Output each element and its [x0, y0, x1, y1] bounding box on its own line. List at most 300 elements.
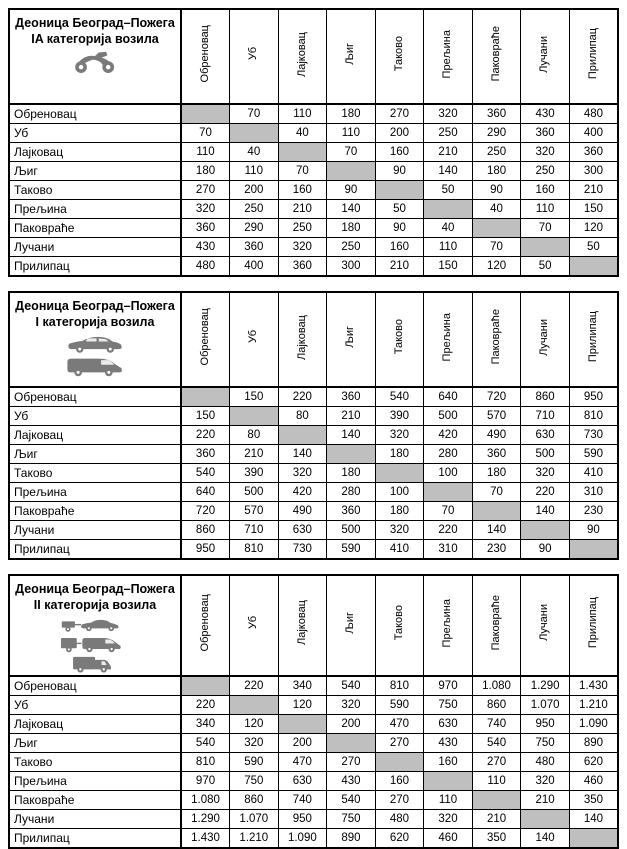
diagonal-cell	[521, 238, 570, 257]
table-row	[9, 426, 618, 445]
price-cell: 140	[327, 200, 376, 219]
price-cell: 590	[230, 752, 279, 771]
price-cell: 1.090	[278, 828, 327, 848]
station-name: Прилипац	[586, 28, 599, 80]
price-cell: 250	[230, 200, 279, 219]
price-cell: 210	[327, 407, 376, 426]
price-cell: 120	[278, 695, 327, 714]
table-row	[9, 200, 618, 219]
price-cell: 270	[375, 790, 424, 809]
price-cell: 100	[375, 483, 424, 502]
price-cell: 540	[327, 676, 376, 696]
price-cell: 950	[181, 540, 230, 560]
price-cell: 860	[230, 790, 279, 809]
price-cell: 320	[230, 733, 279, 752]
price-cell: 350	[472, 828, 521, 848]
price-cell: 540	[181, 733, 230, 752]
table-row	[9, 143, 618, 162]
diagonal-cell	[521, 809, 570, 828]
price-cell: 70	[472, 483, 521, 502]
price-cell: 490	[278, 502, 327, 521]
row-header-station: Прељина	[9, 771, 181, 790]
price-cell: 110	[521, 200, 570, 219]
price-cell: 430	[521, 104, 570, 124]
price-cell: 180	[375, 445, 424, 464]
price-cell: 500	[327, 521, 376, 540]
price-cell: 500	[230, 483, 279, 502]
row-header-station: Прилипац	[9, 828, 181, 848]
price-cell: 320	[521, 143, 570, 162]
diagonal-cell	[278, 714, 327, 733]
price-cell: 1.070	[230, 809, 279, 828]
price-cell: 110	[230, 162, 279, 181]
price-cell: 50	[375, 200, 424, 219]
header-row	[9, 575, 618, 676]
price-cell: 640	[181, 483, 230, 502]
row-header-station: Лајковац	[9, 143, 181, 162]
price-cell: 620	[375, 828, 424, 848]
price-cell: 730	[569, 426, 618, 445]
diagonal-cell	[569, 540, 618, 560]
price-cell: 290	[230, 219, 279, 238]
table-row	[9, 464, 618, 483]
price-cell: 720	[181, 502, 230, 521]
price-cell: 420	[278, 483, 327, 502]
vehicle-icons	[12, 616, 178, 673]
price-table	[8, 574, 619, 849]
table-row	[9, 714, 618, 733]
price-cell: 480	[569, 104, 618, 124]
station-name: Уб	[247, 616, 260, 630]
truck-icon	[69, 654, 121, 673]
price-cell: 640	[424, 387, 473, 407]
price-cell: 720	[472, 387, 521, 407]
price-cell: 630	[278, 771, 327, 790]
price-cell: 480	[375, 809, 424, 828]
price-cell: 70	[521, 219, 570, 238]
price-cell: 140	[327, 426, 376, 445]
diagonal-cell	[327, 162, 376, 181]
row-header-station: Лучани	[9, 809, 181, 828]
price-cell: 70	[230, 104, 279, 124]
station-name: Лајковац	[295, 31, 308, 77]
table-row	[9, 752, 618, 771]
price-cell: 90	[472, 181, 521, 200]
price-cell: 570	[472, 407, 521, 426]
price-cell: 540	[375, 387, 424, 407]
station-name: Лајковац	[295, 314, 308, 360]
price-cell: 270	[327, 752, 376, 771]
diagonal-cell	[569, 257, 618, 277]
diagonal-cell	[230, 124, 279, 143]
price-cell: 810	[569, 407, 618, 426]
price-cell: 110	[327, 124, 376, 143]
price-cell: 290	[472, 124, 521, 143]
price-cell: 420	[424, 426, 473, 445]
row-header-station: Обреновац	[9, 676, 181, 696]
price-cell: 360	[181, 445, 230, 464]
diagonal-cell	[230, 695, 279, 714]
price-cell: 110	[472, 771, 521, 790]
price-cell: 300	[569, 162, 618, 181]
motorcycle-icon	[73, 50, 117, 74]
row-header-station: Прилипац	[9, 257, 181, 277]
column-header-station	[375, 575, 424, 676]
table-row	[9, 124, 618, 143]
diagonal-cell	[472, 790, 521, 809]
table-row	[9, 181, 618, 200]
price-cell: 110	[181, 143, 230, 162]
price-cell: 200	[278, 733, 327, 752]
price-cell: 860	[521, 387, 570, 407]
price-cell: 500	[521, 445, 570, 464]
price-cell: 140	[521, 828, 570, 848]
price-cell: 320	[521, 464, 570, 483]
station-name: Лучани	[538, 318, 551, 356]
station-name: Обреновац	[198, 594, 211, 652]
price-cell: 70	[278, 162, 327, 181]
price-cell: 1.290	[521, 676, 570, 696]
price-cell: 220	[521, 483, 570, 502]
row-header-station: Лучани	[9, 238, 181, 257]
price-cell: 410	[569, 464, 618, 483]
price-cell: 180	[472, 464, 521, 483]
price-cell: 390	[375, 407, 424, 426]
price-cell: 360	[181, 219, 230, 238]
station-name: Уб	[247, 330, 260, 344]
price-cell: 480	[521, 752, 570, 771]
row-header-station: Таково	[9, 464, 181, 483]
price-cell: 320	[278, 464, 327, 483]
header-row	[9, 292, 618, 387]
price-cell: 180	[375, 502, 424, 521]
price-cell: 280	[424, 445, 473, 464]
column-header-station	[521, 575, 570, 676]
price-cell: 1.080	[181, 790, 230, 809]
price-cell: 120	[230, 714, 279, 733]
table-category: I категорија возила	[35, 315, 155, 330]
price-cell: 750	[327, 809, 376, 828]
price-cell: 750	[230, 771, 279, 790]
price-cell: 40	[424, 219, 473, 238]
table-row	[9, 387, 618, 407]
price-cell: 810	[375, 676, 424, 696]
table-title: Деоница Београд–Пожега	[15, 582, 175, 596]
price-cell: 970	[181, 771, 230, 790]
price-cell: 470	[375, 714, 424, 733]
price-cell: 320	[521, 771, 570, 790]
column-header-station	[569, 292, 618, 387]
price-cell: 710	[230, 521, 279, 540]
row-header-station: Паковраће	[9, 219, 181, 238]
price-cell: 40	[230, 143, 279, 162]
price-cell: 390	[230, 464, 279, 483]
diagonal-cell	[327, 445, 376, 464]
price-cell: 220	[181, 695, 230, 714]
row-header-station: Прељина	[9, 200, 181, 219]
column-header-station	[230, 9, 279, 104]
price-cell: 150	[569, 200, 618, 219]
price-cell: 410	[375, 540, 424, 560]
column-header-station	[181, 9, 230, 104]
row-header-station: Таково	[9, 752, 181, 771]
car-trailer-icon	[58, 616, 132, 633]
station-name: Таково	[392, 36, 405, 72]
station-name: Прилипац	[586, 311, 599, 363]
price-cell: 320	[424, 104, 473, 124]
price-cell: 40	[278, 124, 327, 143]
price-cell: 230	[472, 540, 521, 560]
table-row	[9, 104, 618, 124]
diagonal-cell	[375, 464, 424, 483]
diagonal-cell	[424, 483, 473, 502]
price-cell: 320	[375, 521, 424, 540]
price-cell: 210	[472, 809, 521, 828]
table-title: Деоница Београд–Пожега	[15, 16, 175, 30]
price-cell: 250	[327, 238, 376, 257]
table-category: IA категорија возила	[31, 32, 159, 47]
station-name: Прилипац	[586, 597, 599, 649]
price-cell: 160	[424, 752, 473, 771]
row-header-station: Прилипац	[9, 540, 181, 560]
column-header-station	[375, 292, 424, 387]
column-header-station	[569, 575, 618, 676]
price-cell: 950	[521, 714, 570, 733]
price-cell: 200	[375, 124, 424, 143]
column-header-station	[278, 9, 327, 104]
price-cell: 300	[327, 257, 376, 277]
price-cell: 280	[327, 483, 376, 502]
diagonal-cell	[472, 219, 521, 238]
table-row	[9, 162, 618, 181]
car-icon	[66, 333, 124, 353]
price-cell: 590	[569, 445, 618, 464]
table-row	[9, 540, 618, 560]
table-title-cell	[9, 575, 181, 676]
column-header-station	[278, 575, 327, 676]
price-cell: 110	[278, 104, 327, 124]
price-cell: 630	[424, 714, 473, 733]
column-header-station	[424, 575, 473, 676]
price-cell: 590	[375, 695, 424, 714]
vehicle-icons	[12, 50, 178, 74]
station-name: Лучани	[538, 35, 551, 73]
price-cell: 200	[230, 181, 279, 200]
price-cell: 860	[472, 695, 521, 714]
station-name: Прељина	[441, 29, 454, 79]
price-cell: 710	[521, 407, 570, 426]
price-cell: 1.090	[569, 714, 618, 733]
price-cell: 430	[181, 238, 230, 257]
diagonal-cell	[181, 387, 230, 407]
price-cell: 50	[424, 181, 473, 200]
price-cell: 950	[278, 809, 327, 828]
price-cell: 570	[230, 502, 279, 521]
diagonal-cell	[569, 828, 618, 848]
price-cell: 180	[327, 219, 376, 238]
price-cell: 310	[569, 483, 618, 502]
table-row	[9, 676, 618, 696]
price-cell: 1.290	[181, 809, 230, 828]
price-cell: 90	[569, 521, 618, 540]
station-name: Таково	[392, 319, 405, 355]
price-cell: 460	[424, 828, 473, 848]
price-cell: 100	[424, 464, 473, 483]
price-cell: 400	[569, 124, 618, 143]
station-name: Прељина	[441, 598, 454, 647]
price-cell: 270	[472, 752, 521, 771]
price-cell: 160	[278, 181, 327, 200]
price-cell: 210	[521, 790, 570, 809]
price-cell: 150	[181, 407, 230, 426]
price-cell: 490	[472, 426, 521, 445]
table-row	[9, 809, 618, 828]
column-header-station	[327, 9, 376, 104]
price-cell: 470	[278, 752, 327, 771]
column-header-station	[375, 9, 424, 104]
price-cell: 350	[569, 790, 618, 809]
price-cell: 500	[424, 407, 473, 426]
price-cell: 1.430	[181, 828, 230, 848]
table-category: II категорија возила	[33, 598, 157, 613]
row-header-station: Обреновац	[9, 104, 181, 124]
column-header-station	[521, 9, 570, 104]
price-cell: 140	[569, 809, 618, 828]
price-cell: 430	[424, 733, 473, 752]
price-cell: 740	[472, 714, 521, 733]
price-cell: 540	[472, 733, 521, 752]
price-cell: 220	[230, 676, 279, 696]
table-title: Деоница Београд–Пожега	[15, 299, 175, 313]
station-name: Љиг	[344, 611, 357, 634]
price-cell: 320	[424, 809, 473, 828]
tables-container	[8, 8, 619, 849]
price-cell: 860	[181, 521, 230, 540]
price-cell: 810	[181, 752, 230, 771]
price-cell: 320	[327, 695, 376, 714]
price-cell: 810	[230, 540, 279, 560]
price-cell: 150	[424, 257, 473, 277]
price-cell: 320	[181, 200, 230, 219]
price-cell: 970	[424, 676, 473, 696]
table-row	[9, 521, 618, 540]
price-cell: 750	[521, 733, 570, 752]
row-header-station: Љиг	[9, 162, 181, 181]
price-cell: 590	[327, 540, 376, 560]
price-cell: 630	[521, 426, 570, 445]
column-header-station	[230, 292, 279, 387]
price-cell: 110	[424, 238, 473, 257]
price-cell: 210	[278, 200, 327, 219]
price-cell: 80	[278, 407, 327, 426]
diagonal-cell	[424, 200, 473, 219]
price-cell: 740	[278, 790, 327, 809]
column-header-station	[278, 292, 327, 387]
row-header-station: Лајковац	[9, 426, 181, 445]
diagonal-cell	[230, 407, 279, 426]
column-header-station	[424, 9, 473, 104]
column-header-station	[569, 9, 618, 104]
column-header-station	[327, 292, 376, 387]
price-cell: 1.210	[569, 695, 618, 714]
price-cell: 630	[278, 521, 327, 540]
price-cell: 220	[181, 426, 230, 445]
price-cell: 40	[472, 200, 521, 219]
price-cell: 360	[569, 143, 618, 162]
price-cell: 360	[472, 104, 521, 124]
row-header-station: Паковраће	[9, 790, 181, 809]
row-header-station: Обреновац	[9, 387, 181, 407]
table-row	[9, 219, 618, 238]
row-header-station: Лајковац	[9, 714, 181, 733]
column-header-station	[472, 9, 521, 104]
price-cell: 540	[327, 790, 376, 809]
price-cell: 90	[375, 219, 424, 238]
table-title-cell	[9, 292, 181, 387]
price-cell: 1.070	[521, 695, 570, 714]
column-header-station	[472, 292, 521, 387]
row-header-station: Уб	[9, 124, 181, 143]
column-header-station	[230, 575, 279, 676]
table-row	[9, 483, 618, 502]
row-header-station: Прељина	[9, 483, 181, 502]
row-header-station: Уб	[9, 407, 181, 426]
price-cell: 160	[375, 238, 424, 257]
price-cell: 90	[327, 181, 376, 200]
station-name: Паковраће	[489, 595, 502, 651]
table-row	[9, 445, 618, 464]
diagonal-cell	[278, 426, 327, 445]
price-cell: 120	[472, 257, 521, 277]
table-row	[9, 407, 618, 426]
diagonal-cell	[181, 676, 230, 696]
diagonal-cell	[278, 143, 327, 162]
price-cell: 110	[424, 790, 473, 809]
station-name: Љиг	[344, 43, 357, 65]
table-row	[9, 771, 618, 790]
van-trailer-icon	[56, 634, 134, 653]
price-cell: 160	[375, 143, 424, 162]
table-row	[9, 733, 618, 752]
column-header-station	[181, 292, 230, 387]
diagonal-cell	[521, 521, 570, 540]
price-cell: 70	[327, 143, 376, 162]
price-cell: 250	[521, 162, 570, 181]
price-cell: 50	[569, 238, 618, 257]
diagonal-cell	[424, 771, 473, 790]
price-cell: 140	[521, 502, 570, 521]
price-cell: 210	[569, 181, 618, 200]
price-cell: 730	[278, 540, 327, 560]
station-name: Лајковац	[295, 600, 308, 646]
diagonal-cell	[181, 104, 230, 124]
station-name: Таково	[392, 605, 405, 641]
price-cell: 540	[181, 464, 230, 483]
diagonal-cell	[375, 752, 424, 771]
price-cell: 360	[327, 387, 376, 407]
column-header-station	[424, 292, 473, 387]
price-cell: 160	[521, 181, 570, 200]
price-cell: 210	[230, 445, 279, 464]
price-cell: 310	[424, 540, 473, 560]
price-cell: 180	[327, 464, 376, 483]
price-cell: 890	[569, 733, 618, 752]
price-cell: 360	[278, 257, 327, 277]
table-title-cell	[9, 9, 181, 104]
station-name: Паковраће	[489, 309, 502, 365]
price-cell: 180	[327, 104, 376, 124]
price-cell: 340	[278, 676, 327, 696]
